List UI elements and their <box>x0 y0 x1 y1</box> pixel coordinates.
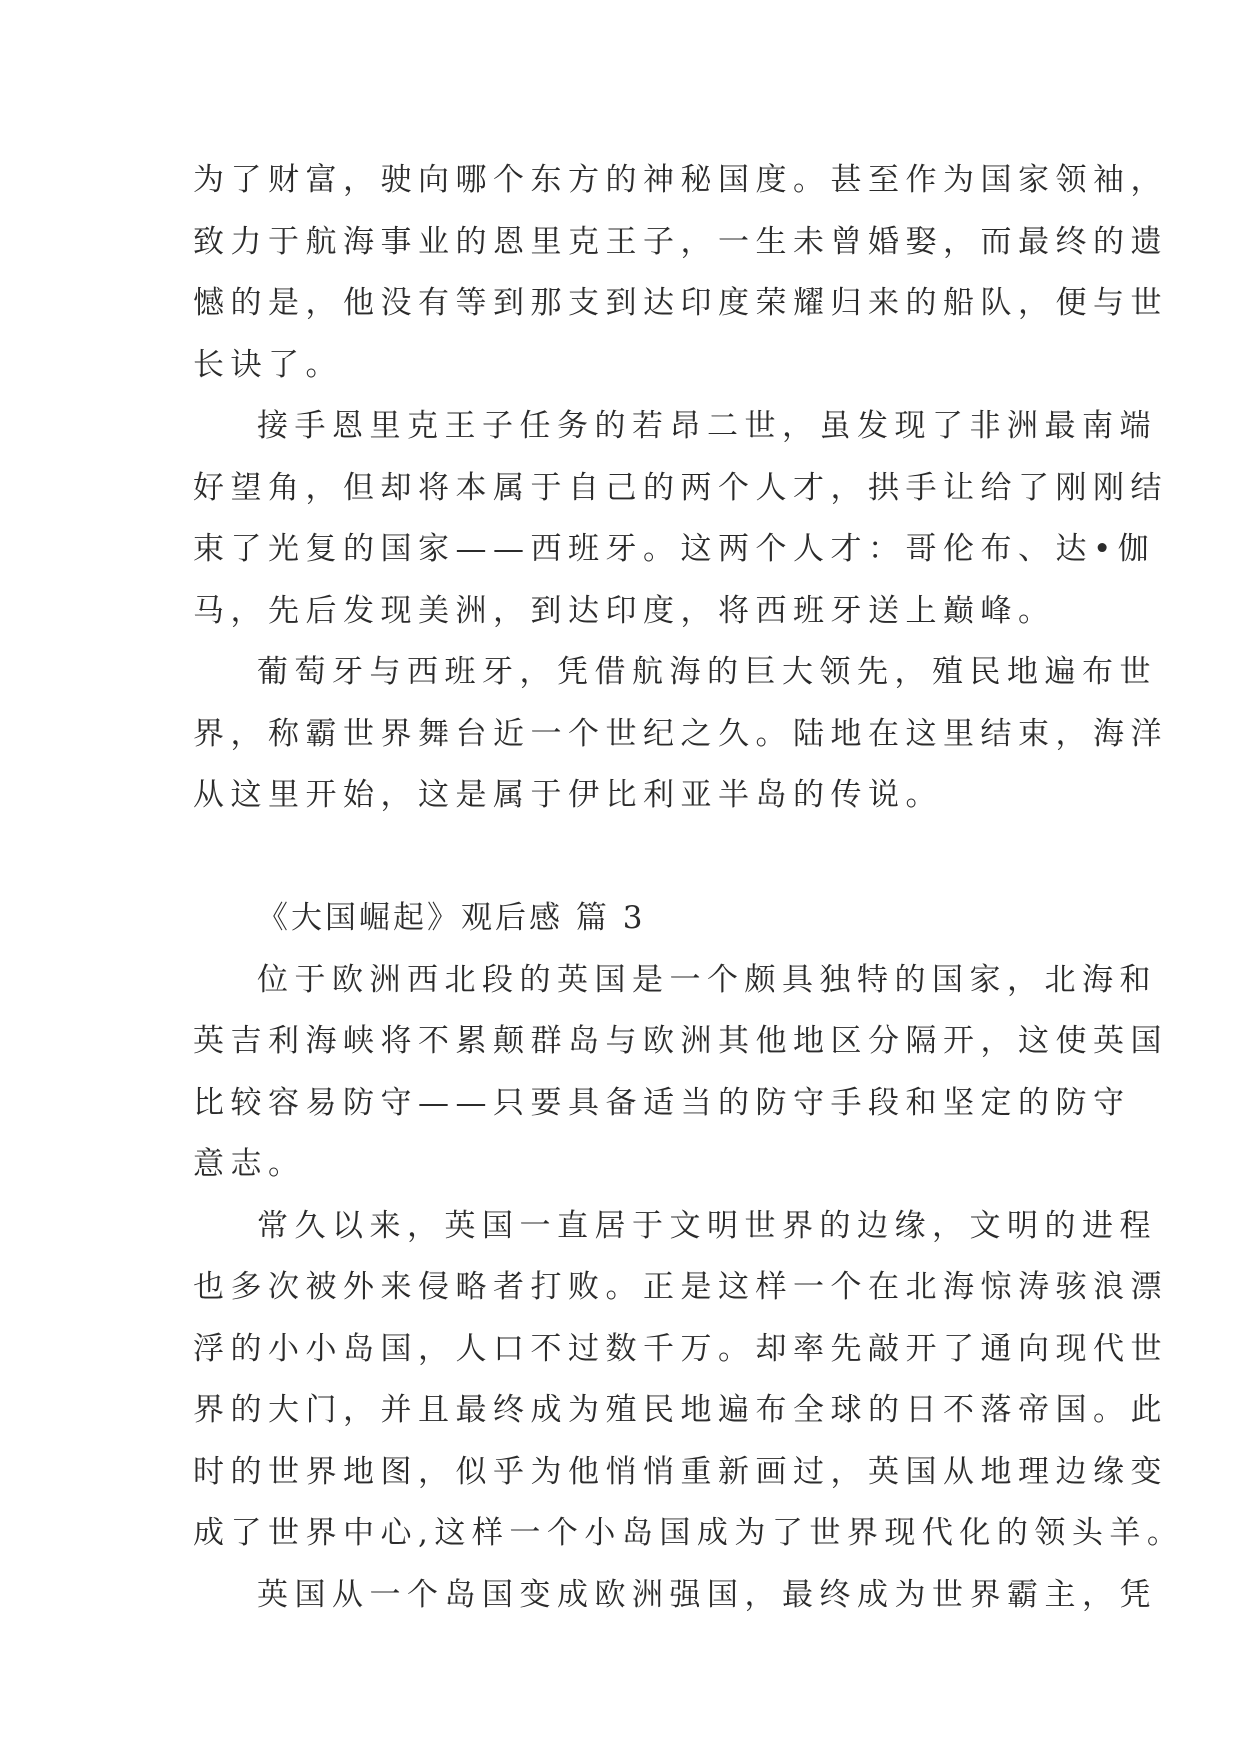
text-line: 意志。 <box>193 1146 306 1182</box>
text-line: 为了财富，驶向哪个东方的神秘国度。甚至作为国家领袖， <box>193 162 1168 198</box>
text-line: 束了光复的国家——西班牙。这两个人才：哥伦布、达•伽 <box>193 531 1156 567</box>
text-line: 英吉利海峡将不累颠群岛与欧洲其他地区分隔开，这使英国 <box>193 1023 1168 1059</box>
text-line: 从这里开始，这是属于伊比利亚半岛的传说。 <box>193 777 943 813</box>
text-line: 葡萄牙与西班牙，凭借航海的巨大领先，殖民地遍布世 <box>257 654 1157 690</box>
text-line: 憾的是，他没有等到那支到达印度荣耀归来的船队，便与世 <box>193 285 1168 321</box>
text-line: 长诀了。 <box>193 346 343 383</box>
text-line: 常久以来，英国一直居于文明世界的边缘，文明的进程 <box>257 1207 1157 1244</box>
text-line: 马，先后发现美洲，到达印度，将西班牙送上巅峰。 <box>193 592 1056 629</box>
text-line: 浮的小小岛国，人口不过数千万。却率先敲开了通向现代世 <box>193 1330 1168 1367</box>
text-line: 时的世界地图，似乎为他悄悄重新画过，英国从地理边缘变 <box>193 1453 1168 1490</box>
document-body <box>193 150 1185 1626</box>
paragraph-gap <box>193 827 1063 889</box>
text-line: 好望角，但却将本属于自己的两个人才，拱手让给了刚刚结 <box>193 469 1168 506</box>
text-line: 位于欧洲西北段的英国是一个颇具独特的国家，北海和 <box>257 961 1157 998</box>
text-line: 界，称霸世界舞台近一个世纪之久。陆地在这里结束，海洋 <box>193 715 1168 752</box>
text-line: 比较容易防守——只要具备适当的防守手段和坚定的防守 <box>193 1084 1131 1121</box>
text-line: 接手恩里克王子任务的若昂二世，虽发现了非洲最南端 <box>257 408 1157 444</box>
text-line: 界的大门，并且最终成为殖民地遍布全球的日不落帝国。此 <box>193 1392 1168 1428</box>
text-line: 致力于航海事业的恩里克王子，一生未曾婚娶，而最终的遗 <box>193 223 1168 260</box>
text-line: 英国从一个岛国变成欧洲强国，最终成为世界霸主，凭 <box>257 1576 1157 1613</box>
section-heading: 《大国崛起》观后感 篇 3 <box>257 900 646 936</box>
text-line: 也多次被外来侵略者打败。正是这样一个在北海惊涛骇浪漂 <box>193 1269 1168 1305</box>
text-line: 成了世界中心,这样一个小岛国成为了世界现代化的领头羊。 <box>193 1515 1185 1551</box>
